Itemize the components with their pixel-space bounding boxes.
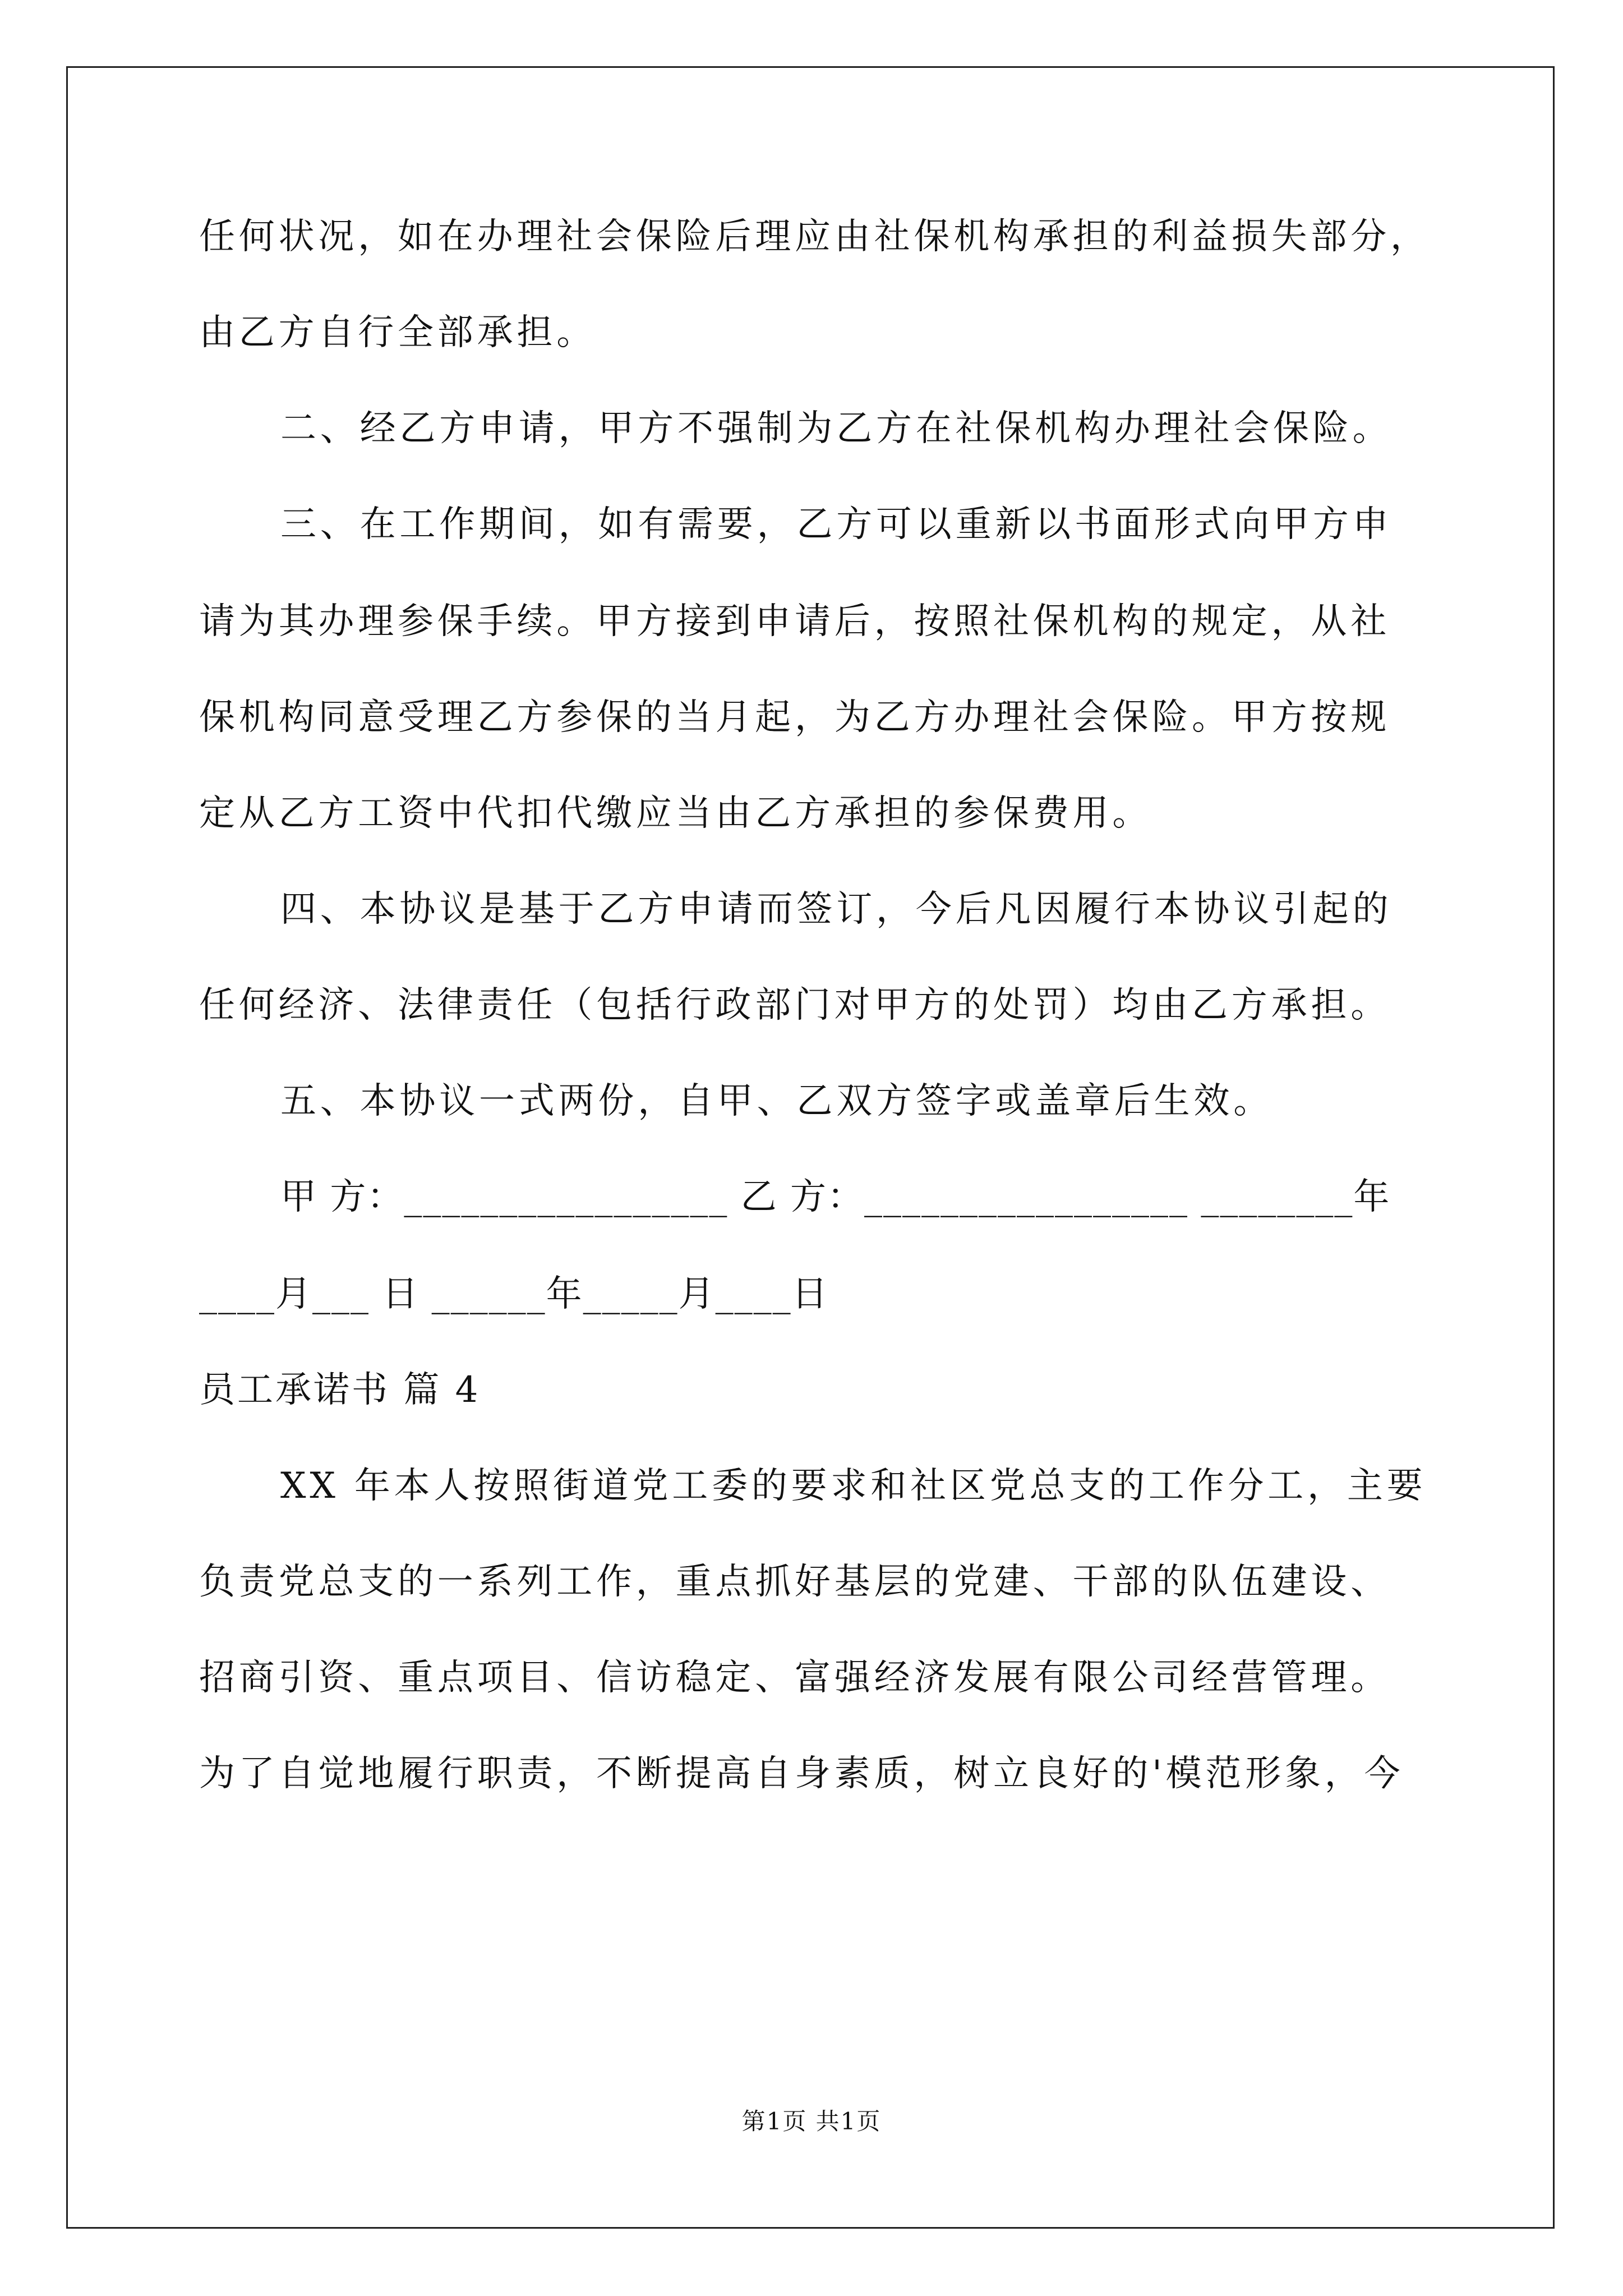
text-line: 任何状况，如在办理社会保险后理应由社保机构承担的利益损失部分， [199,216,1430,257]
text-line: 定从乙方工资中代扣代缴应当由乙方承担的参保费用。 [199,793,1152,834]
text-line: 三、在工作期间，如有需要，乙方可以重新以书面形式向甲方申 [280,504,1393,545]
text-line: 由乙方自行全部承担。 [199,312,596,353]
date-line: ____月___ 日 ______年_____月____日 [199,1273,829,1315]
text-line: 五、本协议一式两份，自甲、乙双方签字或盖章后生效。 [280,1080,1273,1122]
text-line: 二、经乙方申请，甲方不强制为乙方在社保机构办理社会保险。 [280,408,1393,449]
text-line: 四、本协议是基于乙方申请而签订，今后凡因履行本协议引起的 [280,889,1393,930]
text-line: 请为其办理参保手续。甲方接到申请后，按照社保机构的规定，从社 [199,601,1390,642]
text-line: 为了自觉地履行职责，不断提高自身素质，树立良好的'模范形象，今 [199,1753,1404,1795]
page-number-footer: 第1页 共1页 [741,2108,882,2135]
text-line: XX 年本人按照街道党工委的要求和社区党总支的工作分工，主要 [280,1465,1427,1507]
text-line: 负责党总支的一系列工作，重点抓好基层的党建、干部的队伍建设、 [199,1561,1390,1603]
text-line: 招商引资、重点项目、信访稳定、富强经济发展有限公司经营管理。 [199,1657,1390,1699]
section-heading: 员工承诺书 篇 4 [199,1369,481,1411]
text-line: 保机构同意受理乙方参保的当月起，为乙方办理社会保险。甲方按规 [199,697,1390,738]
text-line: 任何经济、法律责任（包括行政部门对甲方的处罚）均由乙方承担。 [199,984,1390,1026]
signature-line: 甲 方：_________________ 乙 方：_________________ ________年 [280,1176,1391,1218]
page-border [66,66,1555,2229]
